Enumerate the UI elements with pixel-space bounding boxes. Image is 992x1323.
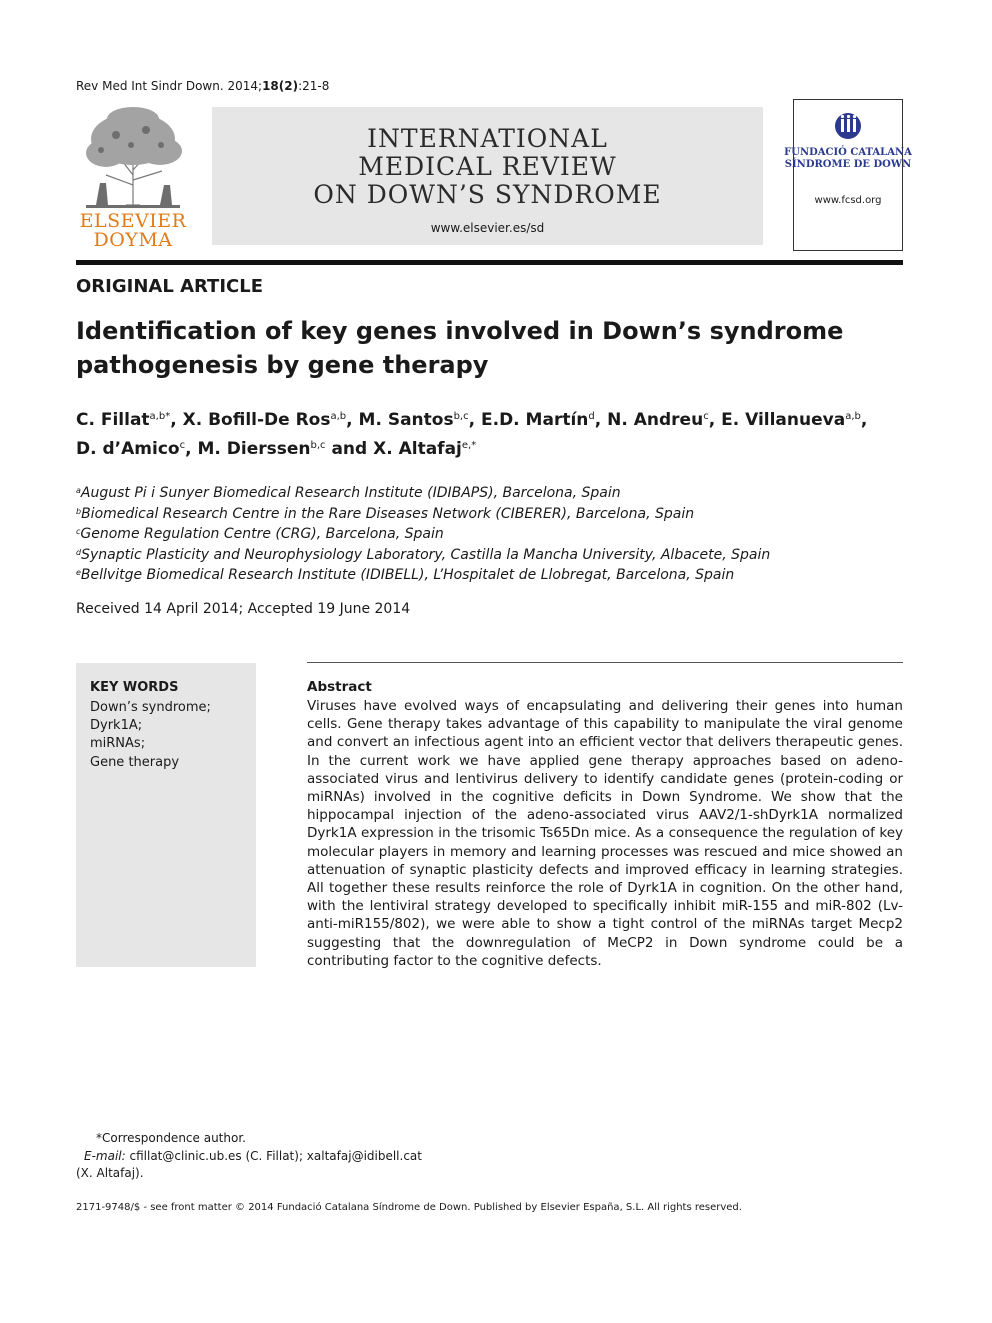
abstract-divider [307, 662, 903, 663]
author: D. d’Amico$^c$ [76, 439, 186, 459]
journal-banner [212, 107, 763, 245]
correspondence-email-cont: (X. Altafaj). [76, 1166, 144, 1180]
author: C. Fillat$^{a,b*}$ [76, 410, 171, 430]
correspondence-label: *Correspondence author. [96, 1131, 246, 1145]
header-divider [76, 260, 903, 265]
author: M. Santos$^{b,c}$ [358, 410, 469, 430]
fcsd-logo-line2: SÍNDROME DE DOWN [784, 159, 912, 170]
affiliation: $^e$Bellvitge Biomedical Research Institute (IDIBELL), L’Hospitalet de Llobregat, Barcelona, Spain [76, 567, 735, 583]
keywords-box [76, 663, 256, 967]
keyword: Dyrk1A; [90, 718, 143, 734]
journal-citation: Rev Med Int Sindr Down. 2014;18(2):21-8 [76, 79, 330, 93]
author-list: C. Fillat$^{a,b*}$, X. Bofill-De Ros$^{a,b}$, M. Santos$^{b,c}$, E.D. Martín$^d$, N. Andreu$^c$, E. Villanueva$^{a,b}$, D. d’Amico$^c$, M. Dierssen$^{b,c}$ and X. Altafaj$^{e,*}$ [76, 410, 868, 459]
keywords-list [90, 699, 211, 772]
keyword: miRNAs; [90, 736, 146, 752]
elsevier-wordmark: ELSEVIER [79, 210, 187, 232]
abstract-heading: Abstract [307, 679, 372, 695]
fcsd-url[interactable]: www.fcsd.org [814, 195, 882, 206]
article-title: Identification of key genes involved in Down’s syndrome pathogenesis by gene therapy [76, 317, 844, 379]
journal-url[interactable]: www.elsevier.es/sd [430, 221, 545, 235]
author: M. Dierssen$^{b,c}$ [197, 439, 326, 459]
received-dates: Received 14 April 2014; Accepted 19 June 2014 [76, 601, 411, 617]
copyright-footer: 2171-9748/$ - see front matter © 2014 Fundació Catalana Síndrome de Down. Published by Elsevier España, S.L. All rights reserved. [76, 1202, 742, 1213]
correspondence-email: E-mail: cfillat@clinic.ub.es (C. Fillat); xaltafaj@idibell.cat [84, 1148, 422, 1163]
keyword: Down’s syndrome; [90, 700, 211, 715]
keyword: Gene therapy [90, 754, 180, 770]
affiliation: $^c$Genome Regulation Centre (CRG), Barcelona, Spain [76, 526, 444, 542]
doyma-wordmark: DOYMA [93, 229, 173, 251]
fcsd-logo-box [784, 99, 912, 251]
elsevier-doyma-logo [76, 105, 190, 250]
affiliations [76, 482, 896, 585]
fcsd-logo-icon [784, 100, 912, 190]
keywords-heading: KEY WORDS [90, 680, 179, 695]
fcsd-logo-line1: FUNDACIÓ CATALANA [784, 147, 912, 158]
affiliation: $^a$August Pi i Sunyer Biomedical Research Institute (IDIBAPS), Barcelona, Spain [76, 485, 621, 501]
affiliation: $^b$Biomedical Research Centre in the Rare Diseases Network (CIBERER), Barcelona, Spain [76, 505, 695, 522]
article-type: ORIGINAL ARTICLE [76, 276, 263, 297]
abstract-text: Viruses have evolved ways of encapsulating and delivering their genes into human cells. Gene therapy takes advantage of this capability to manipulate the viral genome and convert an infectious agent into an efficient vector that delivers therapeutic genes. In the current work we have applied gene therapy approaches based on adeno-associated virus and lentivirus delivery to identify candidate genes (protein-coding or miRNAs) involved in the cognitive deficits in Down Syndrome. We show that the hippocampal injection of the adeno-associated virus AAV2/1-shDyrk1A normalized Dyrk1A expression in the trisomic Ts65Dn mice. As a consequence the regulation of key molecular players in memory and learning processes was rescued and mice showed an attenuation of synaptic plasticity defects and improved efficacy in learning strategies. All together these results reinforce the role of Dyrk1A in cognition. On the other hand, with the lentiviral strategy developed to specifically inhibit miR-155 and miR-802 (Lv-anti-miR155/802), we were able to show a tight control of the miRNAs target Mecp2 suggesting that the downregulation of MeCP2 in Down syndrome could be a contributing factor to the cognitive defects. [307, 698, 903, 969]
elsevier-tree-icon [76, 105, 190, 210]
correspondence-note [76, 1130, 496, 1183]
author: N. Andreu$^c$ [607, 410, 709, 430]
journal-title: INTERNATIONAL MEDICAL REVIEW ON DOWN’S SYNDROME [313, 124, 662, 209]
author: X. Bofill-De Ros$^{a,b}$ [182, 410, 347, 430]
author: E.D. Martín$^d$ [481, 410, 595, 430]
author: E. Villanueva$^{a,b}$ [721, 410, 861, 430]
affiliation: $^d$Synaptic Plasticity and Neurophysiology Laboratory, Castilla la Mancha University, Albacete, Spain [76, 546, 771, 563]
author: X. Altafaj$^{e,*}$ [373, 439, 477, 459]
